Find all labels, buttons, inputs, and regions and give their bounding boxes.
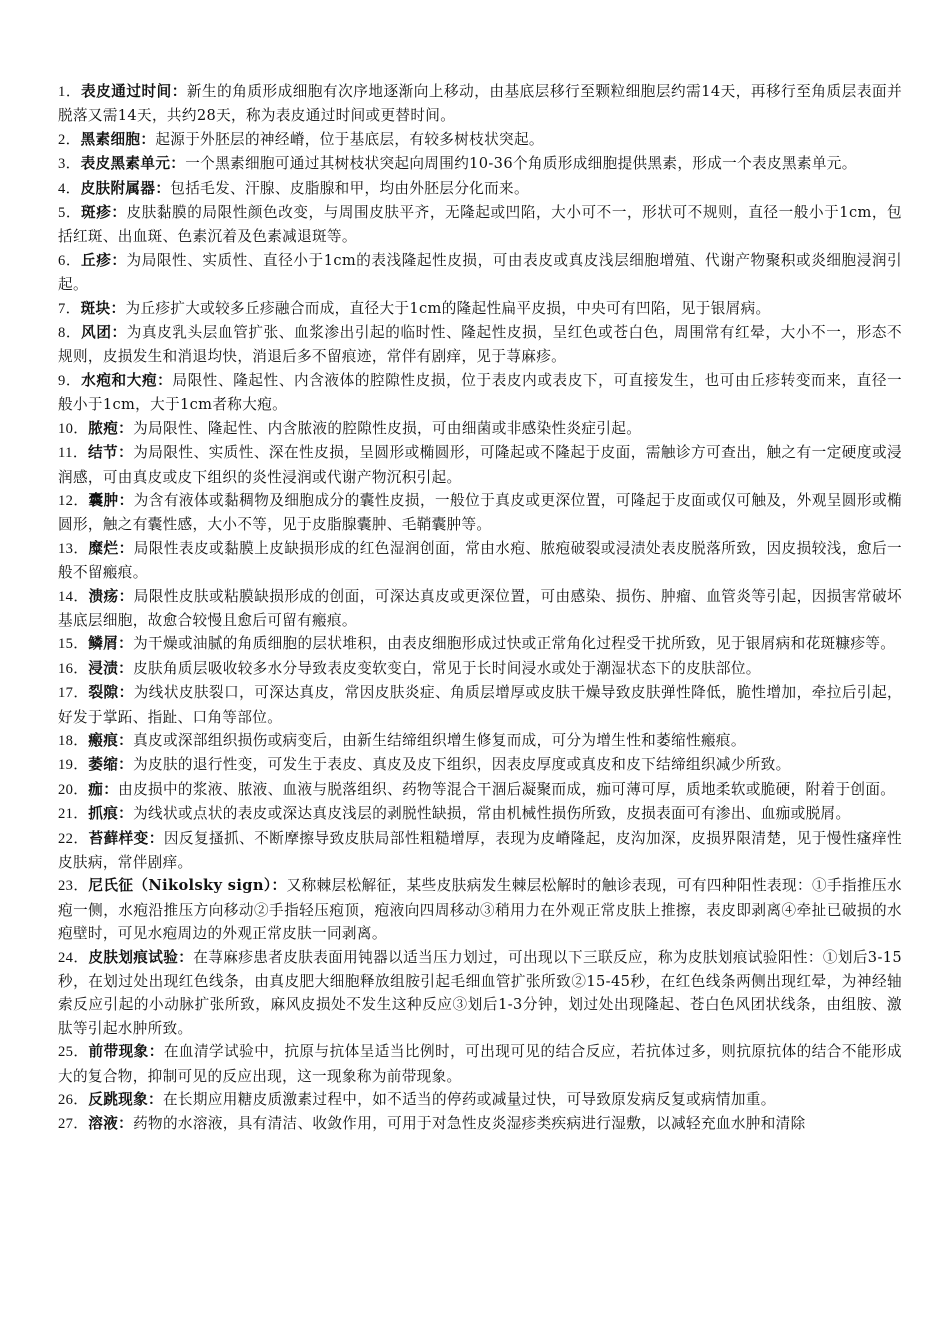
entry-number: 27． [58,1116,89,1133]
entry-term: 皮肤划痕试验： [88,948,194,966]
entry-term: 反跳现象： [88,1091,163,1109]
glossary-entry-8 [58,321,902,369]
entry-number: 7． [58,300,81,317]
entry-definition: 在血清学试验中，抗原与抗体呈适当比例时，可出现可见的结合反应，若抗体过多，则抗原抗体的结合不能形成大的复合物，抑制可见的反应出现，这一现象称为前带现象。 [58,1043,902,1085]
entry-definition: 为皮肤的退行性变，可发生于表皮、真皮及皮下组织，因表皮厚度或真皮和皮下结缔组织减少所致。 [133,756,791,774]
entry-term: 脓疱： [88,419,134,437]
glossary-entry-13 [58,537,902,585]
entry-term: 溃疡： [88,587,134,605]
entry-number: 9． [58,372,82,389]
glossary-entry-19 [58,753,902,777]
glossary-entry-25 [58,1040,902,1088]
glossary-entry-2 [58,128,902,152]
entry-definition: 为丘疹扩大或较多丘疹融合而成，直径大于1cm的隆起性扁平皮损，中央可有凹陷，见于银屑病。 [125,299,771,317]
entry-term: 囊肿： [88,491,134,509]
glossary-entry-23 [58,874,902,945]
entry-term: 萎缩： [88,756,134,774]
entry-definition: 起源于外胚层的神经嵴，位于基底层，有较多树枝状突起。 [155,130,544,148]
glossary-entry-17 [58,681,902,729]
entry-term: 溶液： [88,1115,134,1133]
entry-definition: 为含有液体或黏稠物及细胞成分的囊性皮损，一般位于真皮或更深位置，可隆起于皮面或仅可触及，外观呈圆形或椭圆形，触之有囊性感，大小不等，见于皮脂腺囊肿、毛鞘囊肿等。 [58,491,902,534]
entry-term: 丘疹： [81,251,127,269]
entry-definition: 真皮或深部组织损伤或病变后，由新生结缔组织增生修复而成，可分为增生性和萎缩性瘢痕。 [133,731,746,749]
entry-number: 14． [58,588,89,605]
entry-definition: 为线状或点状的表皮或深达真皮浅层的剥脱性缺损，常由机械性损伤所致，皮损表面可有渗出、血痂或脱屑。 [133,805,851,823]
entry-number: 13． [58,540,89,557]
entry-definition: 药物的水溶液，具有清洁、收敛作用，可用于对急性皮炎湿疹类疾病进行湿敷，以减轻充血水肿和清除 [133,1115,806,1133]
glossary-entry-27 [58,1112,902,1136]
glossary-entry-10 [58,417,902,441]
glossary-entry-20 [58,778,902,802]
glossary-entry-12 [58,489,902,537]
glossary-entry-22 [58,827,902,875]
entry-number: 21． [58,806,89,823]
entry-definition: 又称棘层松解征，某些皮肤病发生棘层松解时的触诊表现，可有四种阳性表现：①手指推压水疱一侧，水疱沿推压方向移动②手指轻压疱顶，疱液向四周移动③稍用力在外观正常皮肤上推擦，表皮即剥离④牵扯已破损的水疱壁时，可见水疱周边的外观正常皮肤一同剥离。 [58,877,902,943]
entry-number: 10． [58,420,89,437]
entry-definition: 因反复搔抓、不断摩擦导致皮肤局部性粗糙增厚，表现为皮嵴隆起，皮沟加深，皮损界限清楚，见于慢性瘙痒性皮肤病，常伴剧痒。 [58,829,902,871]
entry-number: 26． [58,1092,89,1109]
glossary-entry-7 [58,297,902,321]
entry-definition: 局限性皮肤或粘膜缺损形成的创面，可深达真皮或更深位置，可由感染、损伤、肿瘤、血管炎等引起，因损害常破坏基底层细胞，故愈合较慢且愈后可留有瘢痕。 [58,587,902,629]
glossary-entry-21 [58,802,902,826]
entry-number: 3． [58,156,81,173]
entry-term: 糜烂： [88,539,134,557]
entry-number: 12． [58,492,89,509]
glossary-entry-18 [58,729,902,753]
entry-definition: 为局限性、实质性、深在性皮损，呈圆形或椭圆形，可隆起或不隆起于皮面，需触诊方可查出，触之有一定硬度或浸润感，可由真皮或皮下组织的炎性浸润或代谢产物沉积引起。 [58,444,902,486]
entry-number: 15． [58,636,89,653]
entry-number: 23． [58,878,89,895]
entry-definition: 局限性、隆起性、内含液体的腔隙性皮损，位于表皮内或表皮下，可直接发生，也可由丘疹转变而来，直径一般小于1cm，大于1cm者称大疱。 [58,371,903,414]
entry-number: 16． [58,660,89,677]
entry-number: 5． [58,205,82,222]
entry-number: 19． [58,757,89,774]
entry-term: 苔藓样变： [88,829,164,847]
glossary-entry-14 [58,585,902,633]
entry-term: 鳞屑： [88,635,134,653]
glossary-entry-16 [58,657,902,681]
entry-term: 瘢痕： [88,731,134,749]
entry-term: 抓痕： [88,805,134,823]
entry-definition: 为局限性、隆起性、内含脓液的腔隙性皮损，可由细菌或非感染性炎症引起。 [133,419,642,437]
glossary-entry-11 [58,441,902,489]
entry-term: 皮肤附属器： [80,179,171,197]
entry-term: 斑块： [80,299,126,317]
glossary-entry-4 [58,177,902,201]
entry-number: 18． [58,732,89,749]
entry-number: 22． [58,830,89,847]
entry-definition: 为线状皮肤裂口，可深达真皮，常因皮肤炎症、角质层增厚或皮肤干燥导致皮肤弹性降低，脆性增加，牵拉后引起，好发于掌跖、指趾、口角等部位。 [58,684,902,726]
entry-number: 24． [58,949,89,966]
entry-definition: 由皮损中的浆液、脓液、血液与脱落组织、药物等混合干涸后凝聚而成，痂可薄可厚，质地柔软或脆硬，附着于创面。 [118,780,896,798]
entry-number: 25． [58,1044,89,1061]
entry-term: 裂隙： [88,684,134,702]
entry-definition: 一个黑素细胞可通过其树枝状突起向周围约10-36个角质形成细胞提供黑素，形成一个表皮黑素单元。 [185,155,857,173]
entry-definition: 局限性表皮或黏膜上皮缺损形成的红色湿润创面，常由水疱、脓疱破裂或浸渍处表皮脱落所致，因皮损较浅，愈后一般不留瘢痕。 [58,539,902,582]
entry-number: 8． [58,325,82,342]
entry-definition: 新生的角质形成细胞有次序地逐渐向上移动，由基底层移行至颗粒细胞层约需14天，再移行至角质层表面并脱落又需14天，共约28天，称为表皮通过时间或更替时间。 [58,83,903,125]
entry-definition: 为真皮乳头层血管扩张、血浆渗出引起的临时性、隆起性皮损，呈红色或苍白色，周围常有红晕，大小不一，形态不规则，皮损发生和消退均快，消退后多不留痕迹，常伴有剧痒，见于荨麻疹。 [58,324,902,366]
entry-term: 黑素细胞： [80,130,156,148]
glossary-entry-15 [58,632,902,656]
entry-number: 20． [58,781,89,798]
glossary-entry-1 [58,80,902,128]
entry-definition: 在长期应用糖皮质激素过程中，如不适当的停药或减量过快，可导致原发病反复或病情加重。 [162,1091,776,1109]
glossary-entry-3 [58,152,902,176]
entry-number: 2． [58,131,81,148]
entry-number: 17． [58,685,89,702]
entry-term: 浸渍： [88,659,134,677]
entry-term: 表皮黑素单元： [80,155,186,173]
entry-term: 斑疹： [81,204,127,222]
glossary-entry-5 [58,201,902,249]
entry-term: 结节： [87,444,134,462]
entry-number: 4． [58,180,81,197]
entry-term: 风团： [81,324,127,342]
entry-term: 水疱和大疱： [81,371,173,389]
entry-definition: 包括毛发、汗腺、皮脂腺和甲，均由外胚层分化而来。 [170,179,529,197]
entry-definition: 为干燥或油腻的角质细胞的层状堆积，由表皮细胞形成过快或正常角化过程受干扰所致，见于银屑病和花斑糠疹等。 [133,635,896,653]
entry-term: 尼氏征（Nikolsky sign）： [88,877,287,895]
entry-number: 11． [58,445,88,462]
entry-definition: 皮肤黏膜的局限性颜色改变，与周围皮肤平齐，无隆起或凹陷，大小可不一，形状可不规则，直径一般小于1cm，包括红斑、出血斑、色素沉着及色素减退斑等。 [58,204,902,246]
glossary-entry-26 [58,1088,902,1112]
entry-term: 痂： [88,780,119,798]
entry-number: 6． [58,252,82,269]
entry-definition: 在荨麻疹患者皮肤表面用钝器以适当压力划过，可出现以下三联反应，称为皮肤划痕试验阳性：①划后3-15秒，在划过处出现红色线条，由真皮肥大细胞释放组胺引起毛细血管扩张所致②15-45秒，在红色线条两侧出现红晕，为神经轴索反应引起的小动脉扩张所致，麻风皮损处不发生这种反应③划后1-3分钟，划过处出现隆起、苍白色风团状线条，由组胺、激肽等引起水肿所致。 [58,948,902,1037]
entry-term: 表皮通过时间： [80,83,187,100]
entry-term: 前带现象： [88,1043,164,1061]
entry-definition: 皮肤角质层吸收较多水分导致表皮变软变白，常见于长时间浸水或处于潮湿状态下的皮肤部位。 [133,659,761,677]
entry-definition: 为局限性、实质性、直径小于1cm的表浅隆起性皮损，可由表皮或真皮浅层细胞增殖、代谢产物聚积或炎细胞浸润引起。 [58,251,902,294]
glossary-entry-9 [58,369,902,417]
glossary-entry-24 [58,946,902,1041]
glossary-entry-6 [58,249,902,297]
entry-number: 1． [58,84,81,100]
